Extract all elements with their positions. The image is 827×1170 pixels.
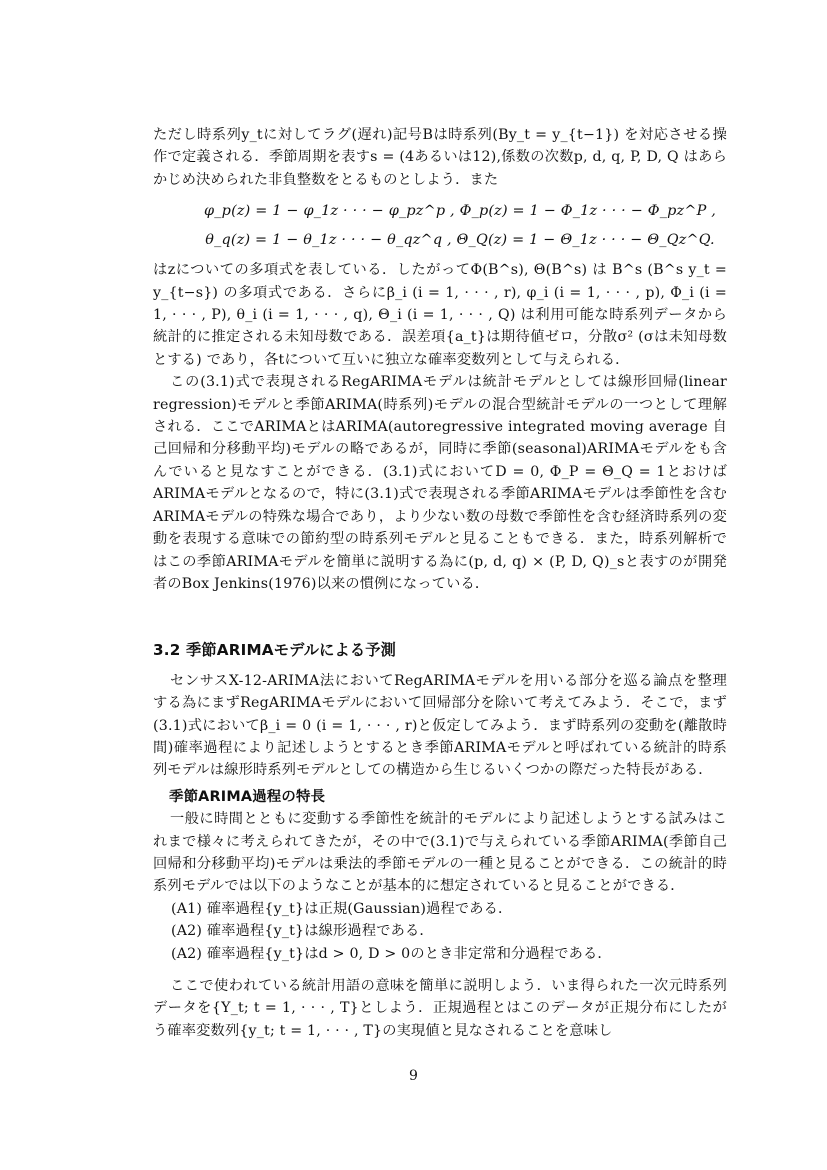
assumption-list xyxy=(171,898,727,965)
assumption-item: (A1) 確率過程{y_t}は正規(Gaussian)過程である． xyxy=(171,900,513,917)
assumption-item: (A2) 確率過程{y_t}はd > 0, D > 0のとき非定常和分過程である． xyxy=(171,945,612,962)
equation-block xyxy=(153,197,727,255)
paragraph-regarima: この(3.1)式で表現されるRegARIMAモデルは統計モデルとしては線形回帰(linear regression)モデルと季節ARIMA(時系列)モデルの混合型統計モデルの一つとして理解される．ここでARIMAとはARIMA(autoregressive integrated moving average 自己回帰和分移動平均)モデルの略であるが，同時に季節(seasonal)ARIMAモデルをも含んでいると見なすことができる．(3.1)式においてD = 0, Φ_P = Θ_Q = 1とおけばARIMAモデルとなるので，特に(3.1)式で表現される季節ARIMAモデルは季節性を含むARIMAモデルの特殊な場合であり，より少ない数の母数で季節性を含む経済時系列の変動を表現する意味での節約型の時系列モデルと見ることもできる．また，時系列解析ではこの季節ARIMAモデルを簡単に説明する為に(p, d, q) × (P, D, Q)_sと表すのが開発者のBox Jenkins(1976)以来の慣例になっている． xyxy=(153,374,727,592)
subsection-heading: 季節ARIMA過程の特長 xyxy=(169,788,326,805)
paragraph-terminology: ここで使われている統計用語の意味を簡単に説明しよう．いま得られた一次元時系列データを{Y_t; t = 1, · · · , T}としよう．正規過程とはこのデータが正規分布にしたがう確率変数列{y_t; t = 1, · · · , T}の実現値と見なされることを意味し xyxy=(153,978,727,1039)
paragraph-lag-operator: ただし時系列y_tに対してラグ(遅れ)記号Bは時系列(By_t = y_{t−1}) を対応させる操作で定義される．季節周期を表すs = (4あるいは12),係数の次数p, d, q, P, D, Q はあらかじめ決められた非負整数をとるものとしよう．また xyxy=(153,127,727,188)
paragraph-polynomials: はzについての多項式を表している．したがってΦ(B^s), Θ(B^s) は B^s (B^s y_t = y_{t−s}) の多項式である．さらにβ_i (i = 1, · · · , r), φ_i (i = 1, · · · , p), Φ_i (i = 1, · · · , P), θ_i (i = 1, · · · , q), Θ_i (i = 1, · · · , Q) は利用可能な時系列データから統計的に推定される未知母数である．誤差項{a_t}は期待値ゼロ，分散σ² (σは未知母数とする) であり，各tについて互いに独立な確率変数列として与えられる． xyxy=(153,262,727,368)
page-content xyxy=(153,124,727,1042)
spacer xyxy=(153,965,727,975)
paragraph-seasonal-model: 一般に時間とともに変動する季節性を統計的モデルにより記述しようとする試みはこれまで様々に考えられてきたが，その中で(3.1)で与えられている季節ARIMA(季節自己回帰和分移動平均)モデルは乗法的季節モデルの一種と見ることができる．この統計的時系列モデルでは以下のようなことが基本的に想定されていると見ることができる． xyxy=(153,811,727,895)
paragraph-census-x12: センサスX-12-ARIMA法においてRegARIMAモデルを用いる部分を巡る論点を整理する為にまずRegARIMAモデルにおいて回帰部分を除いて考えてみよう．そこで，まず(3.1)式においてβ_i = 0 (i = 1, · · · , r)と仮定してみよう．まず時系列の変動を(離散時間)確率過程により記述しようとするとき季節ARIMAモデルと呼ばれている統計的時系列モデルは線形時系列モデルとしての構造から生じるいくつかの際だった特長がある． xyxy=(153,672,727,779)
equation-theta: θ_q(z) = 1 − θ_1z · · · − θ_qz^q , Θ_Q(z) = 1 − Θ_1z · · · − Θ_Qz^Q. xyxy=(205,232,715,249)
equation-phi: φ_p(z) = 1 − φ_1z · · · − φ_pz^p , Φ_p(z) = 1 − Φ_1z · · · − Φ_pz^P , xyxy=(203,203,717,220)
assumption-item: (A2) 確率過程{y_t}は線形過程である． xyxy=(171,923,434,940)
page-number: 9 xyxy=(409,1068,418,1084)
section-title: 3.2 季節ARIMAモデルによる予測 xyxy=(153,641,397,660)
